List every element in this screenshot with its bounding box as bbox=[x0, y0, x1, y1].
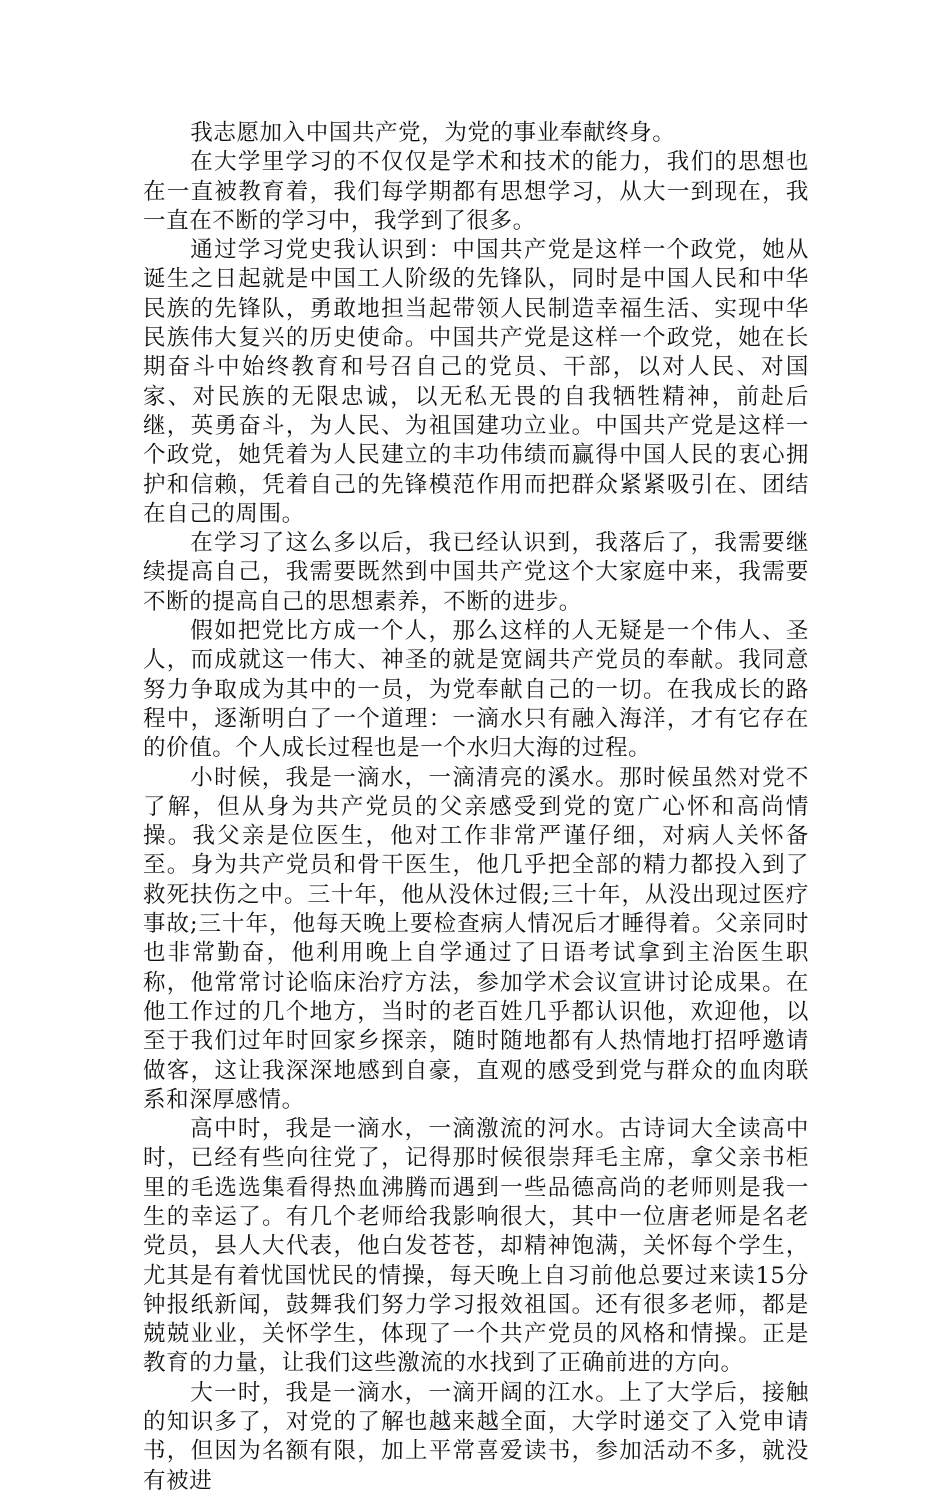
paragraph-party-history: 通过学习党史我认识到：中国共产党是这样一个政党，她从诞生之日起就是中国工人阶级的先锋队，同时是中国人民和中华民族的先锋队，勇敢地担当起带领人民制造幸福生活、实现中华民族伟大复兴的历史使命。中国共产党是这样一个政党，她在长期奋斗中始终教育和号召自己的党员、干部，以对人民、对国家、对民族的无限忠诚，以无私无畏的自我牺牲精神，前赴后继，英勇奋斗，为人民、为祖国建功立业。中国共产党是这样一个政党，她凭着为人民建立的丰功伟绩而赢得中国人民的衷心拥护和信赖，凭着自己的先锋模范作用而把群众紧紧吸引在、团结在自己的周围。 bbox=[143, 237, 809, 527]
paragraph-party-as-person: 假如把党比方成一个人，那么这样的人无疑是一个伟人、圣人，而成就这一伟大、神圣的就是宽阔共产党员的奉献。我同意努力争取成为其中的一员，为党奉献自己的一切。在我成长的路程中，逐渐明白了一个道理：一滴水只有融入海洋，才有它存在的价值。个人成长过程也是一个水归大海的过程。 bbox=[143, 618, 809, 762]
paragraph-university-study: 在大学里学习的不仅仅是学术和技术的能力，我们的思想也在一直被教育着，我们每学期都有思想学习，从大一到现在，我一直在不断的学习中，我学到了很多。 bbox=[143, 149, 809, 234]
paragraph-self-improvement: 在学习了这么多以后，我已经认识到，我落后了，我需要继续提高自己，我需要既然到中国共产党这个大家庭中来，我需要不断的提高自己的思想素养，不断的进步。 bbox=[143, 530, 809, 615]
paragraph-college-freshman: 大一时，我是一滴水，一滴开阔的江水。上了大学后，接触的知识多了，对党的了解也越来越全面，大学时递交了入党申请书，但因为名额有限，加上平常喜爱读书，参加活动不多，就没有被进 bbox=[143, 1379, 809, 1494]
paragraph-high-school: 高中时，我是一滴水，一滴激流的河水。古诗词大全读高中时，已经有些向往党了，记得那时候很崇拜毛主席，拿父亲书柜里的毛选选集看得热血沸腾而遇到一些品德高尚的老师则是我一生的幸运了。有几个老师给我影响很大，其中一位唐老师是名老党员，县人大代表，他白发苍苍，却精神饱满，关怀每个学生，尤其是有着忧国忧民的情操，每天晚上自习前他总要过来读15分钟报纸新闻，鼓舞我们努力学习报效祖国。还有很多老师，都是兢兢业业，关怀学生，体现了一个共产党员的风格和情操。正是教育的力量，让我们这些激流的水找到了正确前进的方向。 bbox=[143, 1116, 809, 1377]
document-page bbox=[143, 119, 809, 1496]
paragraph-pledge: 我志愿加入中国共产党，为党的事业奉献终身。 bbox=[190, 120, 676, 146]
paragraph-childhood: 小时候，我是一滴水，一滴清亮的溪水。那时候虽然对党不了解，但从身为共产党员的父亲感受到党的宽广心怀和高尚情操。我父亲是位医生，他对工作非常严谨仔细，对病人关怀备至。身为共产党员和骨干医生，他几乎把全部的精力都投入到了救死扶伤之中。三十年，他从没休过假;三十年，从没出现过医疗事故;三十年，他每天晚上要检查病人情况后才睡得着。父亲同时也非常勤奋，他利用晚上自学通过了日语考试拿到主治医生职称，他常常讨论临床治疗方法，参加学术会议宣讲讨论成果。在他工作过的几个地方，当时的老百姓几乎都认识他，欢迎他，以至于我们过年时回家乡探亲，随时随地都有人热情地打招呼邀请做客，这让我深深地感到自豪，直观的感受到党与群众的血肉联系和深厚感情。 bbox=[143, 764, 809, 1113]
